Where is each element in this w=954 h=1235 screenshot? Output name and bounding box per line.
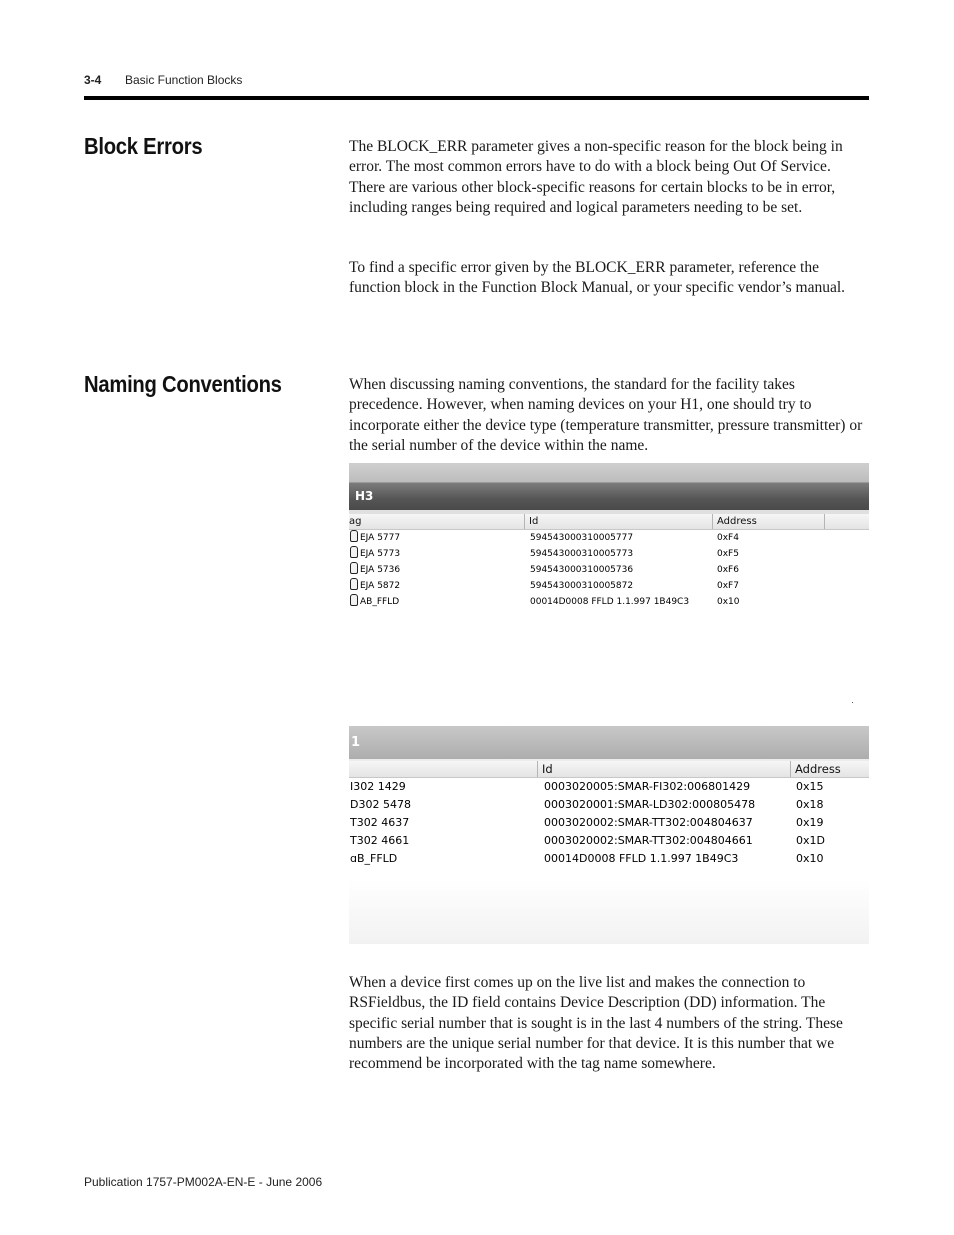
block-errors-paragraph-1: The BLOCK_ERR parameter gives a non-specific reason for the block being in error. The most common errors have to do with a block being Out Of Service. There are various other block-specific reasons for certain blocks to be in error, including ranges being required and logical parameters needing to be set. xyxy=(349,138,843,216)
column-header-id[interactable]: Id xyxy=(537,761,790,777)
device-icon xyxy=(350,546,358,558)
device-icon xyxy=(350,594,358,606)
cell-tag: ɑB_FFLD xyxy=(350,852,398,865)
cell-id: 594543000310005777 xyxy=(530,533,634,543)
cell-address: 0xF4 xyxy=(717,533,739,543)
cell-address: 0x15 xyxy=(796,780,824,793)
table-row[interactable] xyxy=(349,546,869,562)
cell-address: 0xF6 xyxy=(717,565,739,575)
table-row[interactable] xyxy=(349,850,869,868)
cell-address: 0xF5 xyxy=(717,549,739,559)
table-row[interactable] xyxy=(349,530,869,546)
closing-paragraph: When a device first comes up on the live list and makes the connection to RSFieldbus, the ID field contains Device Description (DD) information. The specific serial number that is sought is in the last 4 numbers of the string. These numbers are the unique serial number for that device. It is this number that we recommend be incorporated with the tag name somewhere. xyxy=(349,974,843,1073)
cell-id: 00014D0008 FFLD 1.1.997 1B49C3 xyxy=(544,852,739,865)
cell-id: 594543000310005872 xyxy=(530,581,634,591)
cell-tag: EJA 5773 xyxy=(360,549,401,559)
cell-id: 0003020002:SMAR-TT302:004804637 xyxy=(544,816,753,829)
column-header-address[interactable]: Address xyxy=(712,514,824,529)
segment-title-bar: 1 xyxy=(349,726,869,759)
cell-id: 0003020002:SMAR-TT302:004804661 xyxy=(544,834,753,847)
page-number: 3-4 xyxy=(84,73,102,87)
cell-address: 0xF7 xyxy=(717,581,739,591)
cell-tag: T302 4661 xyxy=(350,834,410,847)
window-top-band xyxy=(349,463,869,482)
cell-id: 0003020005:SMAR-FI302:006801429 xyxy=(544,780,751,793)
column-header-id[interactable]: Id xyxy=(524,514,712,529)
table-row[interactable] xyxy=(349,562,869,578)
block-errors-paragraph-2: To find a specific error given by the BLOCK_ERR parameter, reference the function block in the Function Block Manual, or your specific vendor’s manual. xyxy=(349,259,846,297)
cell-address: 0x1D xyxy=(796,834,825,847)
publication-footer: Publication 1757-PM002A-EN-E - June 2006 xyxy=(84,1175,323,1189)
device-icon xyxy=(350,578,358,590)
live-list-screenshot-h3 xyxy=(349,463,869,613)
cell-tag: D302 5478 xyxy=(350,798,411,811)
table-row[interactable] xyxy=(349,578,869,594)
stray-mark xyxy=(852,702,853,703)
column-header-tag[interactable] xyxy=(349,761,537,777)
cell-address: 0x18 xyxy=(796,798,824,811)
heading-block-errors: Block Errors xyxy=(84,133,203,159)
cell-tag: EJA 5777 xyxy=(360,533,401,543)
cell-address: 0x10 xyxy=(717,597,740,607)
device-icon xyxy=(350,530,358,542)
section-title: Basic Function Blocks xyxy=(125,73,243,87)
naming-conventions-paragraph: When discussing naming conventions, the standard for the facility takes precedence. However, when naming devices on your H1, one should try to incorporate either the device type (temperature transmitter, pressure transmitter) or the serial number of the device within the name. xyxy=(349,376,863,454)
table-row[interactable] xyxy=(349,778,869,796)
running-header xyxy=(84,73,243,87)
cell-tag: T302 4637 xyxy=(350,816,410,829)
live-list-screenshot-h1 xyxy=(349,726,869,944)
column-header-address[interactable]: Address xyxy=(790,761,869,777)
cell-id: 00014D0008 FFLD 1.1.997 1B49C3 xyxy=(530,597,690,607)
column-header-blank xyxy=(824,514,869,529)
table-row[interactable] xyxy=(349,796,869,814)
cell-address: 0x10 xyxy=(796,852,824,865)
table-row[interactable] xyxy=(349,594,869,610)
cell-id: 594543000310005773 xyxy=(530,549,634,559)
cell-tag: I302 1429 xyxy=(350,780,406,793)
column-header-row xyxy=(349,761,869,778)
column-header-row xyxy=(349,514,869,530)
cell-id: 0003020001:SMAR-LD302:000805478 xyxy=(544,798,756,811)
table-row[interactable] xyxy=(349,814,869,832)
heading-naming-conventions: Naming Conventions xyxy=(84,371,282,397)
cell-id: 594543000310005736 xyxy=(530,565,634,575)
segment-title-bar: H3 xyxy=(349,482,869,510)
cell-tag: EJA 5736 xyxy=(360,565,401,575)
table-row[interactable] xyxy=(349,832,869,850)
cell-tag: EJA 5872 xyxy=(360,581,401,591)
cell-tag: AB_FFLD xyxy=(360,597,400,607)
device-icon xyxy=(350,562,358,574)
cell-address: 0x19 xyxy=(796,816,824,829)
header-rule xyxy=(84,96,869,100)
column-header-tag[interactable]: ag xyxy=(349,516,362,527)
